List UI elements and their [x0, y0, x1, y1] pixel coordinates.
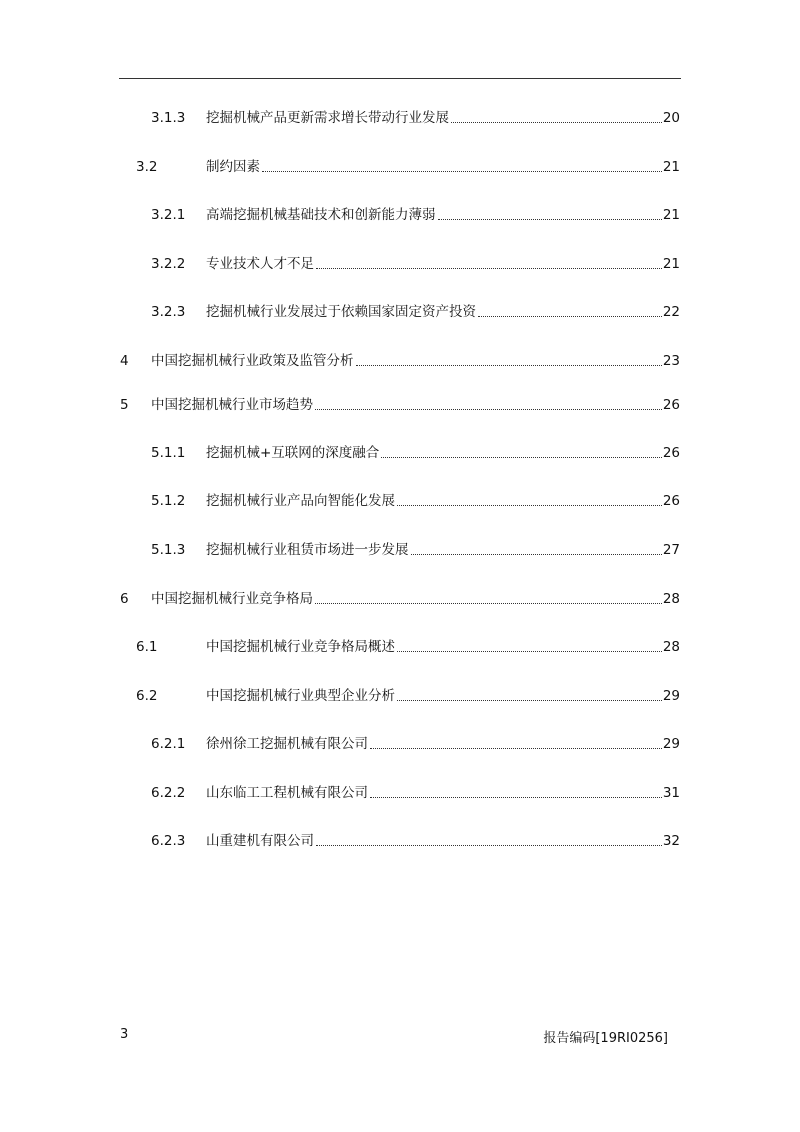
toc-entry-page: 26: [662, 397, 680, 413]
toc-leader-dots: [397, 505, 662, 506]
toc-entry-number: 6.2: [136, 688, 158, 704]
toc-entry-page: 22: [662, 304, 680, 320]
toc-entry-title: 挖掘机械+互联网的深度融合: [206, 445, 380, 461]
toc-entry-page: 21: [662, 207, 680, 223]
toc-entry-number: 6.2.1: [151, 736, 186, 752]
toc-entry-number: 5.1.2: [151, 493, 186, 509]
toc-entry[interactable]: [151, 205, 680, 225]
toc-leader-dots: [356, 365, 662, 366]
footer-report-code: 报告编码[19RI0256]: [543, 1031, 668, 1046]
toc-entry[interactable]: [136, 686, 680, 706]
toc-entry-page: 28: [662, 639, 680, 655]
toc-entry-title: 中国挖掘机械行业竞争格局概述: [206, 639, 395, 655]
toc-entry-number: 6.2.3: [151, 833, 186, 849]
toc-entry[interactable]: [151, 302, 680, 322]
toc-entry-title: 挖掘机械行业租赁市场进一步发展: [206, 542, 409, 558]
toc-leader-dots: [397, 700, 662, 701]
toc-entry-number: 5: [120, 397, 129, 413]
toc-entry-title: 山重建机有限公司: [206, 833, 314, 849]
toc-entry-page: 21: [662, 159, 680, 175]
toc-entry-page: 31: [662, 785, 680, 801]
toc-entry-title: 中国挖掘机械行业政策及监管分析: [151, 353, 354, 369]
toc-entry-title: 专业技术人才不足: [206, 256, 314, 272]
toc-entry[interactable]: [120, 395, 680, 415]
toc-entry-number: 5.1.1: [151, 445, 186, 461]
toc-entry-title: 中国挖掘机械行业市场趋势: [151, 397, 313, 413]
toc-entry-page: 23: [662, 353, 680, 369]
toc-entry-title: 山东临工工程机械有限公司: [206, 785, 368, 801]
toc-entry-title: 徐州徐工挖掘机械有限公司: [206, 736, 368, 752]
toc-entry-page: 20: [662, 110, 680, 126]
toc-entry[interactable]: [151, 108, 680, 128]
toc-leader-dots: [397, 651, 662, 652]
toc-entry-page: 29: [662, 736, 680, 752]
toc-entry-title: 挖掘机械行业发展过于依赖国家固定资产投资: [206, 304, 476, 320]
toc-entry-title: 制约因素: [206, 159, 260, 175]
toc-leader-dots: [411, 554, 662, 555]
toc-entry-number: 3.2.2: [151, 256, 186, 272]
toc-entry[interactable]: [136, 157, 680, 177]
toc-entry-title: 挖掘机械产品更新需求增长带动行业发展: [206, 110, 449, 126]
toc-entry[interactable]: [151, 443, 680, 463]
toc-entry[interactable]: [120, 351, 680, 371]
toc-entry-number: 6.2.2: [151, 785, 186, 801]
toc-entry[interactable]: [151, 540, 680, 560]
toc-entry-number: 3.2.3: [151, 304, 186, 320]
toc-entry-page: 26: [662, 445, 680, 461]
toc-entry-page: 32: [662, 833, 680, 849]
toc-entry-page: 29: [662, 688, 680, 704]
toc-leader-dots: [316, 845, 662, 846]
toc-entry-number: 6: [120, 591, 129, 607]
toc-leader-dots: [315, 603, 662, 604]
toc-entry-number: 5.1.3: [151, 542, 186, 558]
toc-entry-number: 3.2.1: [151, 207, 186, 223]
toc-leader-dots: [262, 171, 662, 172]
toc-leader-dots: [316, 268, 662, 269]
toc-entry[interactable]: [136, 637, 680, 657]
toc-entry[interactable]: [151, 734, 680, 754]
toc-leader-dots: [370, 797, 662, 798]
toc-entry-number: 4: [120, 353, 129, 369]
toc-entry-title: 中国挖掘机械行业竞争格局: [151, 591, 313, 607]
toc-entry-number: 3.2: [136, 159, 158, 175]
toc-entry-number: 3.1.3: [151, 110, 186, 126]
toc-entry-page: 27: [662, 542, 680, 558]
toc-entry[interactable]: [151, 783, 680, 803]
toc-entry[interactable]: [151, 831, 680, 851]
footer-page-number: 3: [120, 1027, 129, 1042]
toc-entry-title: 挖掘机械行业产品向智能化发展: [206, 493, 395, 509]
toc-leader-dots: [381, 457, 662, 458]
toc-leader-dots: [315, 409, 662, 410]
toc-entry-title: 中国挖掘机械行业典型企业分析: [206, 688, 395, 704]
toc-entry-page: 26: [662, 493, 680, 509]
toc-leader-dots: [438, 219, 662, 220]
toc-entry[interactable]: [151, 254, 680, 274]
toc-leader-dots: [451, 122, 662, 123]
toc-leader-dots: [478, 316, 662, 317]
toc-entry-title: 高端挖掘机械基础技术和创新能力薄弱: [206, 207, 436, 223]
toc-entry[interactable]: [151, 491, 680, 511]
toc-entry[interactable]: [120, 589, 680, 609]
toc-entry-number: 6.1: [136, 639, 158, 655]
toc-leader-dots: [370, 748, 662, 749]
toc-entry-page: 21: [662, 256, 680, 272]
toc-entry-page: 28: [662, 591, 680, 607]
